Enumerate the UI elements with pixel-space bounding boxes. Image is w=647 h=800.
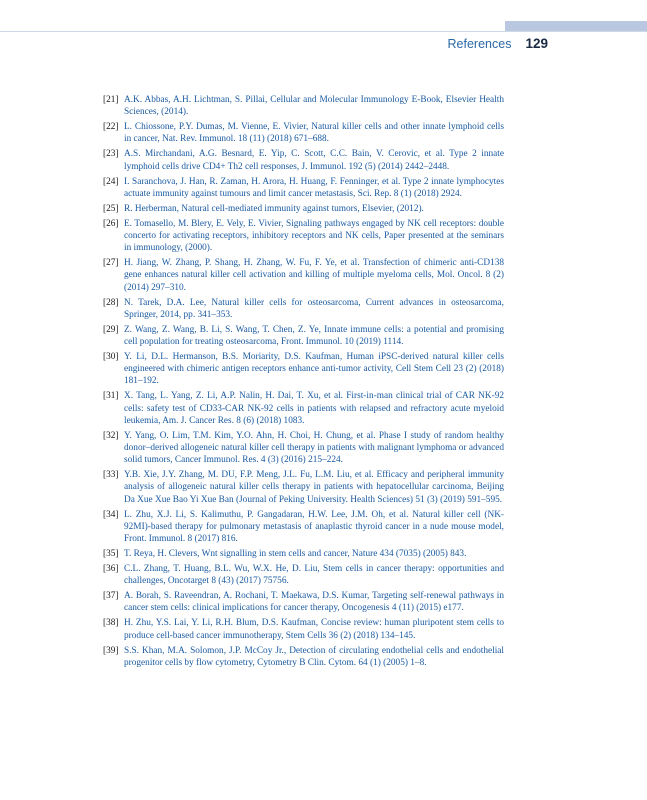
reference-number: [39] bbox=[103, 645, 119, 656]
reference-item bbox=[103, 509, 504, 546]
reference-number: [38] bbox=[103, 618, 119, 629]
reference-item bbox=[103, 430, 504, 467]
reference-link[interactable]: Y. Li, D.L. Hermanson, B.S. Moriarity, D.S. Kaufman, Human iPSC-derived natural killer cells engineered with chimeric antigen receptors enhance anti-tumor activity, Cell Stem Cell 23 (2) (2018) 181–192. bbox=[124, 352, 504, 387]
reference-item bbox=[103, 617, 504, 641]
reference-number: [28] bbox=[103, 297, 119, 308]
reference-number: [30] bbox=[103, 352, 119, 363]
reference-number: [26] bbox=[103, 218, 119, 229]
reference-link[interactable]: H. Zhu, Y.S. Lai, Y. Li, R.H. Blum, D.S. Kaufman, Concise review: human pluripotent stem cells to produce cell-based cancer immunotherapy, Stem Cells 36 (2) (2018) 134–145. bbox=[124, 618, 504, 641]
reference-link[interactable]: T. Reya, H. Clevers, Wnt signalling in stem cells and cancer, Nature 434 (7035) (2005) 843. bbox=[124, 549, 467, 560]
reference-link[interactable]: L. Zhu, X.J. Li, S. Kalimuthu, P. Gangadaran, H.W. Lee, J.M. Oh, et al. Natural killer cell (NK-92MI)-based therapy for pulmonary metastasis of anaplastic thyroid cancer in a nude mouse model, Front. Immunol. 8 (2017) 816. bbox=[124, 509, 504, 545]
reference-item bbox=[103, 94, 504, 118]
reference-link[interactable]: H. Jiang, W. Zhang, P. Shang, H. Zhang, W. Fu, F. Ye, et al. Transfection of chimeric anti-CD138 gene enhances natural killer cell activation and killing of multiple myeloma cells, Mol. Oncol. 8 (2) (2014) 297–310. bbox=[124, 258, 504, 293]
running-header bbox=[448, 36, 548, 51]
reference-link[interactable]: S.S. Khan, M.A. Solomon, J.P. McCoy Jr., Detection of circulating endothelial cells and endothelial progenitor cells by flow cytometry, Cytometry B Clin. Cytom. 64 (1) (2005) 1–8. bbox=[124, 645, 504, 668]
reference-item bbox=[103, 548, 504, 560]
reference-link[interactable]: A.S. Mirchandani, A.G. Besnard, E. Yip, C. Scott, C.C. Bain, V. Cerovic, et al. Type 2 innate lymphoid cells drive CD4+ Th2 cell responses, J. Immunol. 192 (5) (2014) 2442–2448. bbox=[124, 149, 504, 172]
reference-link[interactable]: A.K. Abbas, A.H. Lichtman, S. Pillai, Cellular and Molecular Immunology E-Book, Elsevier Health Sciences, (2014). bbox=[124, 95, 504, 118]
reference-number: [36] bbox=[103, 564, 119, 575]
reference-link[interactable]: E. Tomasello, M. Blery, E. Vely, E. Vivier, Signaling pathways engaged by NK cell receptors: double concerto for activating receptors, inhibitory receptors and NK cells, Paper presented at the seminars in immunology, (2000). bbox=[124, 218, 504, 254]
reference-number: [34] bbox=[103, 509, 119, 520]
reference-item bbox=[103, 324, 504, 348]
reference-number: [29] bbox=[103, 324, 119, 335]
reference-item bbox=[103, 121, 504, 145]
reference-item bbox=[103, 645, 504, 669]
reference-link[interactable]: C.L. Zhang, T. Huang, B.L. Wu, W.X. He, D. Liu, Stem cells in cancer therapy: opportunities and challenges, Oncotarget 8 (43) (2017) 75756. bbox=[124, 564, 504, 587]
reference-link[interactable]: Y. Yang, O. Lim, T.M. Kim, Y.O. Ahn, H. Choi, H. Chung, et al. Phase I study of random healthy donor–derived allogeneic natural killer cell therapy in patients with malignant lymphoma or advanced solid tumors, Cancer Immunol. Res. 4 (3) (2016) 215–224. bbox=[124, 430, 504, 466]
reference-number: [23] bbox=[103, 149, 119, 160]
reference-item bbox=[103, 469, 504, 506]
reference-link[interactable]: A. Borah, S. Raveendran, A. Rochani, T. Maekawa, D.S. Kumar, Targeting self-renewal pathways in cancer stem cells: clinical implications for cancer therapy, Oncogenesis 4 (11) (2015) e177. bbox=[124, 591, 504, 614]
reference-number: [27] bbox=[103, 258, 119, 269]
reference-number: [25] bbox=[103, 203, 119, 214]
reference-item bbox=[103, 297, 504, 321]
reference-link[interactable]: Z. Wang, Z. Wang, B. Li, S. Wang, T. Chen, Z. Ye, Innate immune cells: a potential and promising cell population for treating osteosarcoma, Front. Immunol. 10 (2019) 1114. bbox=[124, 324, 504, 348]
reference-item bbox=[103, 390, 504, 427]
reference-number: [22] bbox=[103, 122, 119, 133]
section-title: References bbox=[447, 37, 512, 51]
reference-link[interactable]: R. Herberman, Natural cell-mediated immunity against tumors, Elsevier, (2012). bbox=[124, 203, 424, 214]
reference-item bbox=[103, 590, 504, 614]
reference-item bbox=[103, 563, 504, 587]
reference-link[interactable]: N. Tarek, D.A. Lee, Natural killer cells for osteosarcoma, Current advances in osteosarcoma, Springer, 2014, pp. 341–353. bbox=[124, 297, 504, 320]
reference-item bbox=[103, 218, 504, 255]
reference-link[interactable]: Y.B. Xie, J.Y. Zhang, M. DU, F.P. Meng, J.L. Fu, L.M. Liu, et al. Efficacy and peripheral immunity analysis of allogeneic natural killer cells therapy in patients with hepatocellular carcinoma, Beijing Da Xue Xue Bao Yi Xue Ban (Journal of Peking University. Health Sciences) 51 (3) (2019) 591–595. bbox=[124, 470, 504, 505]
reference-link[interactable]: X. Tang, L. Yang, Z. Li, A.P. Nalin, H. Dai, T. Xu, et al. First-in-man clinical trial of CAR NK-92 cells: safety test of CD33-CAR NK-92 cells in patients with relapsed and refractory acute myeloid leukemia, Am. J. Cancer Res. 8 (6) (2018) 1083. bbox=[124, 391, 504, 426]
reference-number: [31] bbox=[103, 391, 119, 402]
reference-link[interactable]: I. Saranchova, J. Han, R. Zaman, H. Arora, H. Huang, F. Fenninger, et al. Type 2 innate lymphocytes actuate immunity against tumours and limit cancer metastasis, Sci. Rep. 8 (1) (2018) 2924. bbox=[124, 176, 504, 199]
reference-item bbox=[103, 148, 504, 172]
reference-number: [35] bbox=[103, 549, 119, 560]
page-number: 129 bbox=[525, 36, 548, 51]
reference-list bbox=[103, 94, 504, 672]
reference-item bbox=[103, 257, 504, 294]
reference-link[interactable]: L. Chiossone, P.Y. Dumas, M. Vienne, E. Vivier, Natural killer cells and other innate lymphoid cells in cancer, Nat. Rev. Immunol. 18 (11) (2018) 671–688. bbox=[124, 122, 504, 145]
reference-item bbox=[103, 203, 504, 215]
reference-number: [32] bbox=[103, 430, 119, 441]
reference-number: [33] bbox=[103, 470, 119, 481]
reference-number: [21] bbox=[103, 95, 119, 105]
header-rule bbox=[0, 31, 647, 32]
reference-number: [24] bbox=[103, 176, 119, 187]
reference-number: [37] bbox=[103, 591, 119, 602]
reference-item bbox=[103, 351, 504, 388]
reference-item bbox=[103, 176, 504, 200]
